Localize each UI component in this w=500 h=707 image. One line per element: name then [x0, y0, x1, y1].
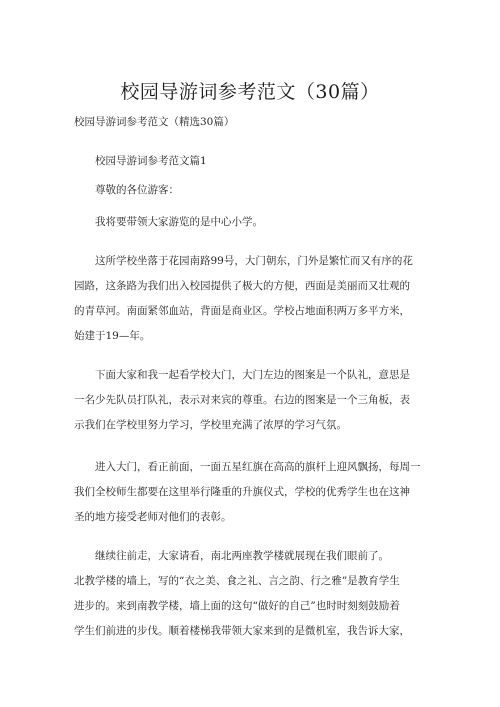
- paragraph-line: 下面大家和我一起看学校大门，大门左边的图案是一个队礼，意思是: [95, 369, 410, 381]
- paragraph-line: 这所学校坐落于花园南路99号，大门朝东，门外是繁忙而又有序的花: [95, 255, 413, 267]
- section-heading: 校园导游词参考范文篇1: [95, 155, 207, 167]
- paragraph-line: 的青草河。南面紧邻血站，背面是商业区。学校占地面积两万多平方米，: [74, 305, 410, 317]
- paragraph-line: 进入大门，看正前面，一面五星红旗在高高的旗杆上迎风飘扬，每周一: [95, 461, 421, 473]
- greeting-text: 尊敬的各位游客：: [95, 184, 179, 196]
- paragraph-line: 进步的。来到南教学楼，墙上面的这句“做好的自己”也时时刻刻鼓励着: [74, 600, 400, 612]
- paragraph-line: 示我们在学校里努力学习，学校里充满了浓厚的学习气氛。: [74, 419, 347, 431]
- paragraph-line: 我将要带领大家游览的是中心小学。: [95, 216, 263, 228]
- paragraph-line: 北教学楼的墙上，写的“衣之美、食之礼、言之韵、行之雅”是教育学生: [74, 575, 400, 587]
- paragraph-line: 继续往前走，大家请看，南北两座教学楼就展现在我们眼前了。: [95, 550, 389, 562]
- document-subtitle: 校园导游词参考范文（精选30篇）: [74, 116, 235, 128]
- paragraph-line: 圣的地方接受老师对他们的表彰。: [74, 511, 232, 523]
- paragraph-line: 始建于19—年。: [74, 330, 151, 342]
- paragraph-line: 学生们前进的步伐。顺着楼梯我带领大家来到的是微机室，我告诉大家，: [74, 625, 410, 637]
- paragraph-line: 一名少先队员打队礼，表示对来宾的尊重。右边的图案是一个三角板，表: [74, 394, 410, 406]
- document-title: 校园导游词参考范文（30篇）: [120, 81, 380, 103]
- paragraph-line: 园路，这条路为我们出入校园提供了极大的方便，西面是美丽而又壮观的: [74, 280, 410, 292]
- paragraph-line: 我们全校师生都要在这里举行隆重的升旗仪式，学校的优秀学生也在这神: [74, 486, 410, 498]
